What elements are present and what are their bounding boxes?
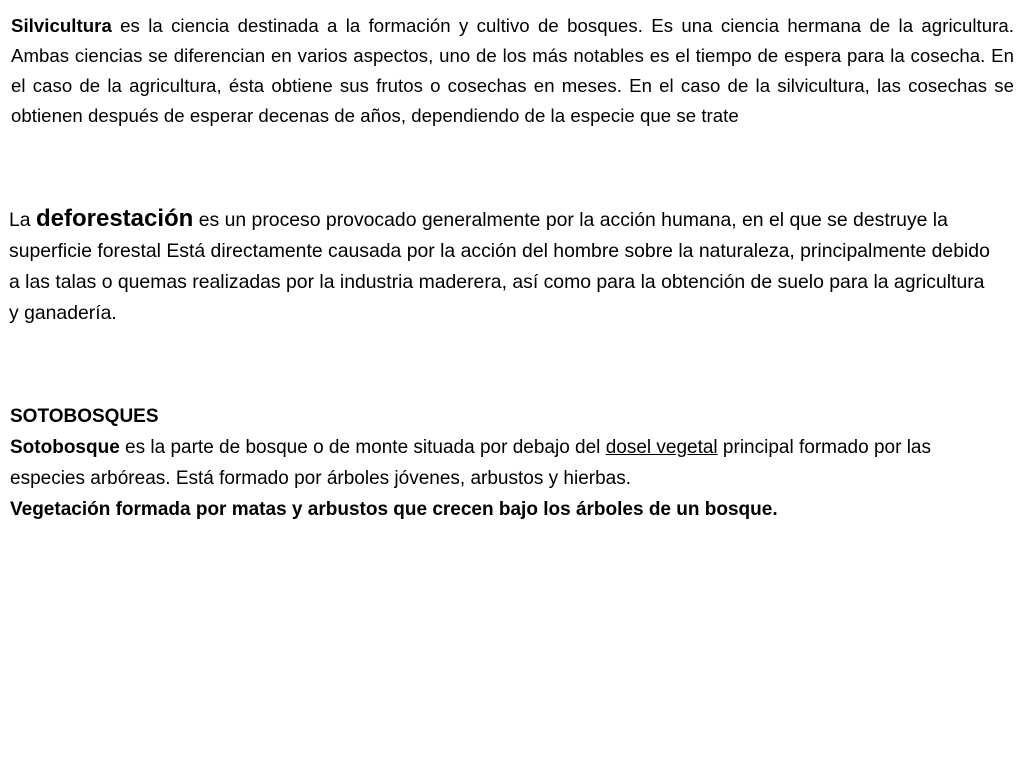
term-sotobosque: Sotobosque	[10, 437, 120, 458]
sotobosque-text-before: es la parte de bosque o de monte situada por debajo del	[119, 437, 606, 458]
paragraph-silvicultura	[11, 11, 1014, 131]
deforestacion-prefix: La	[9, 209, 36, 231]
section-heading: SOTOBOSQUES	[10, 406, 159, 427]
dosel-vegetal-term: dosel vegetal	[605, 437, 718, 458]
sotobosque-bold-definition: Vegetación formada por matas y arbustos que crecen bajo los árboles de un bosque.	[10, 499, 778, 520]
sotobosque-text-after: principal formado por las especies arbóreas. Está formado por árboles jóvenes, arbustos y hierbas.	[10, 437, 931, 489]
sotobosque-definition	[10, 432, 1010, 494]
paragraph-deforestacion	[9, 203, 999, 329]
section-sotobosques	[10, 401, 1010, 525]
silvicultura-text: es la ciencia destinada a la formación y cultivo de bosques. Es una ciencia hermana de la agricultura. Ambas ciencias se diferencian en varios aspectos, uno de los más notables es el tiempo de espera para la cosecha. En el caso de la agricultura, ésta obtiene sus frutos o cosechas en meses. En el caso de la silvicultura, las cosechas se obtienen después de esperar decenas de años, dependiendo de la especie que se trate	[11, 15, 1014, 126]
deforestacion-text: es un proceso provocado generalmente por la acción humana, en el que se destruye la superficie forestal Está directamente causada por la acción del hombre sobre la naturaleza, principalmente debido a las talas o quemas realizadas por la industria maderera, así como para la obtención de suelo para la agricultura y ganadería.	[9, 209, 990, 324]
term-silvicultura: Silvicultura	[11, 15, 112, 36]
term-deforestacion: deforestación	[35, 205, 194, 232]
